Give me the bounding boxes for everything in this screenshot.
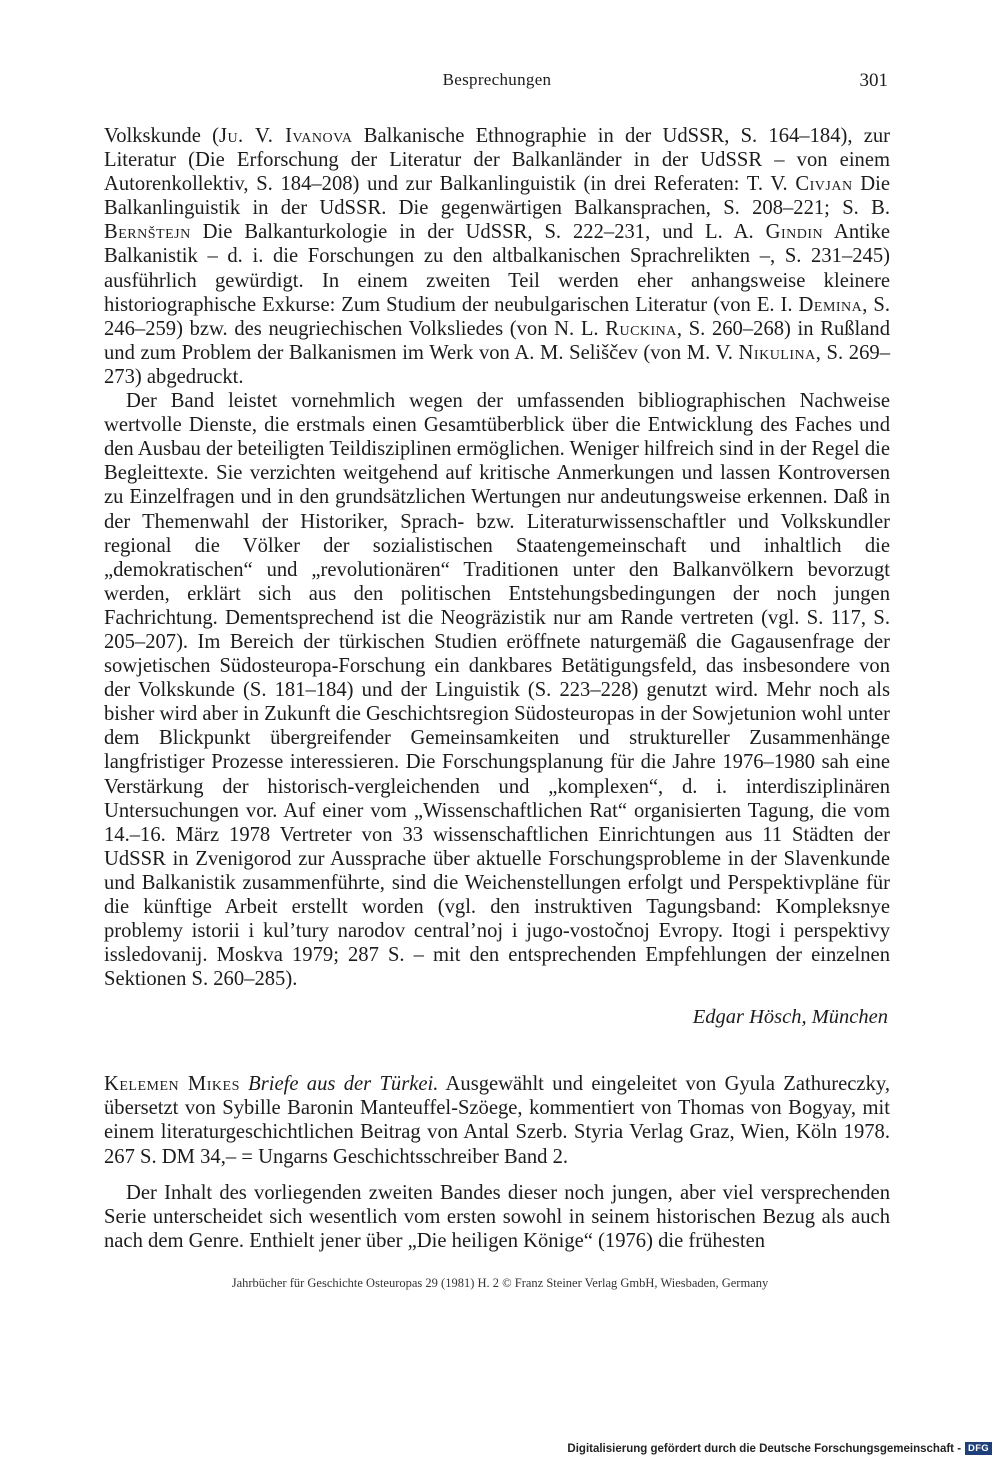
page-header — [104, 70, 890, 100]
reviewer-signature: Edgar Hösch, München — [692, 1006, 888, 1028]
author-name: Ruckina — [605, 317, 677, 340]
text-run: Die Balkanlinguistik in der UdSSR. Die gegenwärtigen Balkansprachen, S. 208–221; S. B. — [104, 173, 890, 220]
author-name: Demina — [798, 293, 863, 316]
text-run: Antike Balkanistik – d. i. die Forschungen zu den altbalkanischen Sprachrelikten –, S. 231–245) ausführlich gewürdigt. In einem zweiten Teil werden eher anhangsweise kleinere historiographische Exkurse: Zum Studium der neubulgarischen Literatur (von E. I. — [104, 221, 891, 316]
page-number: 301 — [859, 70, 888, 91]
dfg-logo: DFG — [965, 1442, 992, 1455]
review-body — [104, 1072, 890, 1253]
text-run: Die Balkanturkologie in der UdSSR, S. 222–231, und L. A. — [190, 221, 766, 244]
text-run: Der Inhalt des vorliegenden zweiten Bandes dieser noch jungen, aber viel versprechenden Serie unterscheidet sich wesentlich vom ersten sowohl in seinem historischen Bezug als auch nach dem Genre. Enthielt jener über „Die heiligen Könige“ (1976) die frühesten — [104, 1181, 890, 1253]
text-run — [240, 1073, 248, 1095]
bibliographic-entry — [104, 1072, 890, 1169]
text-run: Ausgewählt und eingeleitet von Gyula Zathureczky, übersetzt von Sybille Baronin Manteuffel-Szöege, kommentiert von Thomas von Bogyay, mit einem literaturgeschichtlichen Beitrag von Antal Szerb. Styria Verlag Graz, Wien, Köln 1978. 267 S. DM 34,– = Ungarns Geschichtsschreiber Band 2. — [104, 1073, 890, 1168]
paragraph — [104, 1181, 890, 1254]
running-title: Besprechungen — [442, 70, 552, 89]
digitization-credit — [567, 1442, 992, 1455]
text-run: Volkskunde ( — [104, 125, 219, 147]
author-name: Gindin — [765, 221, 824, 244]
text-run: , S. 260–268) in Rußland und zum Problem der Balkanismen im Werk von A. M. Seliščev (von M. V. — [104, 317, 890, 364]
author-name: Ju. V. Ivanova — [218, 125, 353, 147]
digitization-text: Digitalisierung gefördert durch die Deutsche Forschungsgemeinschaft - — [567, 1442, 962, 1455]
text-run: Der Band leistet vornehmlich wegen der umfassenden bibliographischen Nachweise wertvolle Dienste, die erstmals einen Gesamtüberblick über die Entwicklung des Faches und den Ausbau der beteiligten Teildisziplinen ermöglichen. Weniger hilfreich sind in der Regel die Begleittexte. Sie verzichten weitgehend auf kritische Anmerkungen und lassen Kontroversen zu Einzelfragen und in den grundsätzlichen Wertungen nur andeutungsweise erkennen. Daß in der Themenwahl der Historiker, Sprach- bzw. Literaturwissenschaftler und Volkskundler regional die Völker der sozialistischen Staatengemeinschaft und inhaltlich die „demokratischen“ und „revolutionären“ Traditionen unter den Balkanvölkern bevorzugt werden, erklärt sich aus den politischen Entstehungsbedingungen der noch jungen Fachrichtung. Dementsprechend ist die Neogräzistik nur am Rande vertreten (vgl. S. 117, S. 205–207). Im Bereich der türkischen Studien eröffnete naturgemäß die Gagausenfrage der sowjetischen Südosteuropa-Forschung ein dankbares Betätigungsfeld, das insbesondere von der Volkskunde (S. 181–184) und der Linguistik (S. 223–228) genutzt wird. Mehr noch als bisher wird aber in Zukunft die Geschichtsregion Südosteuropas in der Sowjetunion wohl unter dem Blickpunkt übergreifender Gemeinsamkeiten und struktureller Zusammenhänge langfristiger Prozesse interessieren. Die Forschungsplanung für die Jahre 1976–1980 sah eine Verstärkung der historisch-vergleichenden und „komplexen“, d. i. interdisziplinären Untersuchungen vor. Auf einer vom „Wissenschaftlichen Rat“ organisierten Tagung, die vom 14.–16. März 1978 Vertreter von 33 wissenschaftlichen Einrichtungen aus 11 Städten der UdSSR in Zvenigorod zur Aussprache über aktuelle Forschungsprobleme in der Slavenkunde und Balkanistik zusammenführte, sind die Weichenstellungen erfolgt und Perspektivpläne für die künftige Arbeit erstellt worden (vgl. den instruktiven Tagungsband: Kompleksnye problemy istorii i kul’tury narodov central’noj i jugo-vostočnoj Evropy. Itogi i perspektivy issledovanij. Moskva 1979; 287 S. – mit den entsprechenden Empfehlungen der einzelnen Sektionen S. 260–285). — [104, 390, 890, 991]
review-body — [104, 124, 890, 991]
author-name: Kelemen Mikes — [104, 1073, 240, 1095]
book-title: Briefe aus der Türkei. — [248, 1073, 439, 1095]
text-run: , S. 269–273) abgedruckt. — [104, 341, 890, 388]
journal-citation: Jahrbücher für Geschichte Osteuropas 29 (1981) H. 2 © Franz Steiner Verlag GmbH, Wiesbaden, Germany — [231, 1276, 769, 1290]
text-run: Balkanische Ethnographie in der UdSSR, S. 164–184), zur Literatur (Die Erforschung der Literatur der Balkanländer in der UdSSR – von einem Autorenkollektiv, S. 184–208) und zur Balkanlinguistik (in drei Referaten: T. V. — [104, 125, 890, 196]
paragraph — [104, 124, 890, 389]
text-run: , S. 246–259) bzw. des neugriechischen Volksliedes (von N. L. — [104, 293, 891, 340]
author-name: Bernštejn — [104, 221, 191, 244]
paragraph — [104, 389, 890, 991]
author-name: Civjan — [795, 173, 853, 196]
author-name: Nikulina — [738, 341, 816, 364]
